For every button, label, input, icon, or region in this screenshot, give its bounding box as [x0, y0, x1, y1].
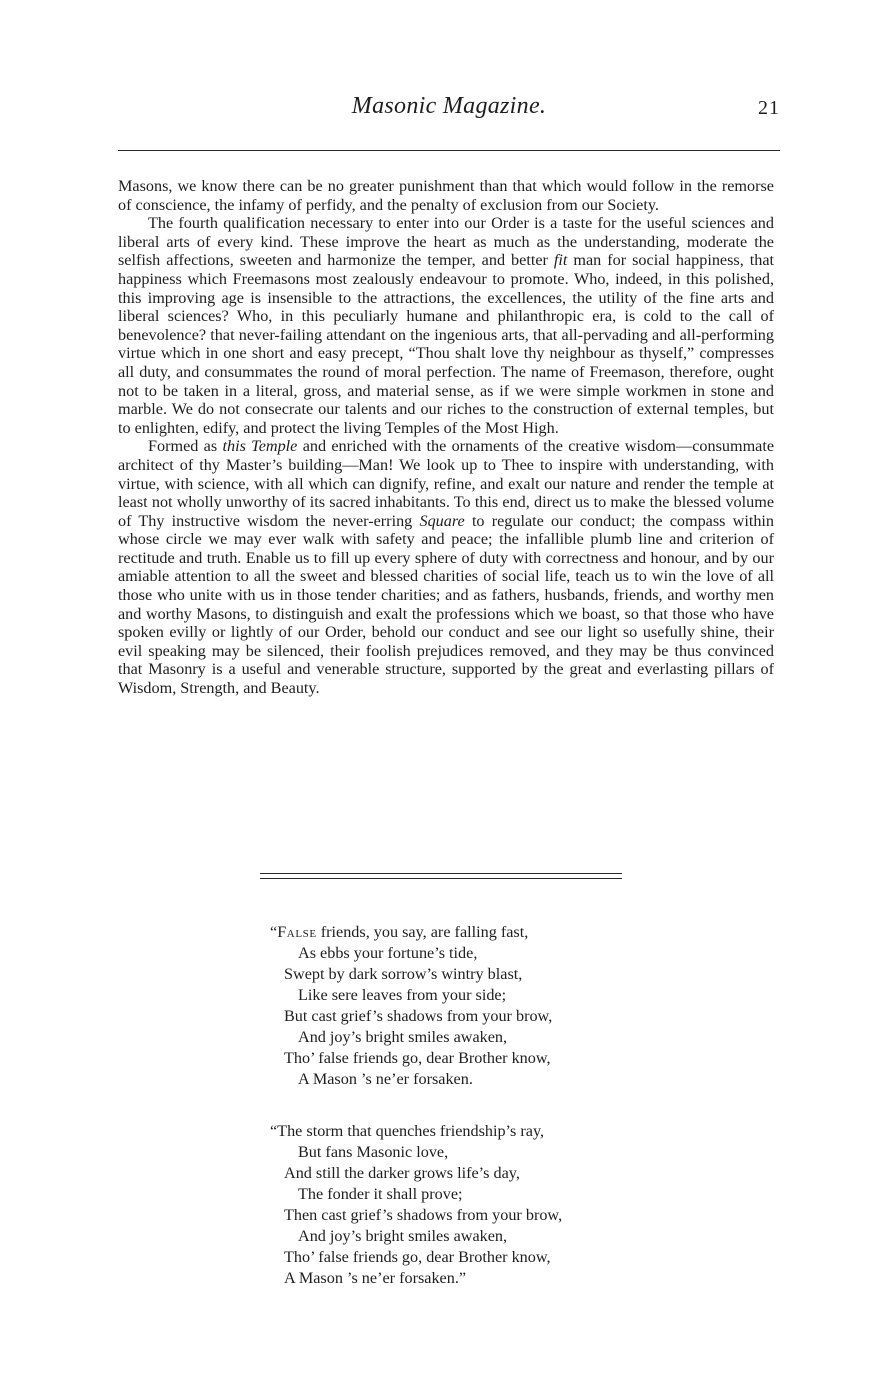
poem-line: The fonder it shall prove; — [298, 1185, 463, 1203]
paragraph-1: Masons, we know there can be no greater punishment than that which would follow in the remorse of conscience, the infamy of perfidy, and the penalty of exclusion from our Society. — [118, 177, 774, 214]
poem-stanza-2 — [270, 1121, 670, 1289]
paragraph-2 — [118, 214, 774, 437]
poem-line: And joy’s bright smiles awaken, — [298, 1028, 508, 1046]
paragraph-3-italic-temple: this Temple — [222, 437, 298, 456]
poem-line: Then cast grief’s shadows from your brow, — [284, 1206, 563, 1224]
paragraph-2-rest: man for social happiness, that happiness which Freemasons most zealously endeavour to promote. Who, indeed, in this polished, this improving age is insensible to the attractions, the excellences, the utility of the fine arts and liberal sciences? Who, in this peculiarly humane and philanthropic era, is cold to the call of benevolence? that never-failing attendant on the ingenious arts, that all-pervading and all-performing virtue which in one short and easy precept, “Thou shalt love thy neighbour as thyself,” compresses all duty, and consummates the round of moral perfection. The name of Freemason, therefore, ought not to be taken in a literal, gross, and material sense, as if we were simple workmen in stone and marble. We do not consecrate our talents and our riches to the construction of external temples, but to enlighten, edify, and protect the living Temples of the Most High. — [118, 251, 775, 437]
poem-first-word: False — [277, 923, 317, 941]
page-number: 21 — [758, 97, 780, 119]
paragraph-2-text: The fourth qualification necessary to enter into our Order is a taste for the useful sciences and liberal arts of every kind. These improve the heart as much as the understanding, moderate the selfish affections, sweeten and harmonize the temper, and better — [118, 214, 774, 270]
poem-stanza-1 — [270, 922, 670, 1090]
poem-line: And joy’s bright smiles awaken, — [298, 1227, 508, 1245]
poem-line: And still the darker grows life’s day, — [284, 1164, 520, 1182]
paragraph-2-italic: fit — [553, 251, 568, 270]
poem-line: Tho’ false friends go, dear Brother know, — [284, 1248, 551, 1266]
poem-line: Like sere leaves from your side; — [298, 986, 507, 1004]
page-header — [118, 93, 780, 133]
header-rule — [118, 150, 780, 151]
poem-line: But cast grief’s shadows from your brow, — [284, 1007, 553, 1025]
paragraph-3-text-a: Formed as — [148, 437, 218, 456]
poem-line: A Mason ’s ne’er forsaken.” — [284, 1269, 467, 1287]
paragraph-3 — [118, 437, 774, 697]
running-title: Masonic Magazine. — [351, 93, 547, 119]
poem-line: Swept by dark sorrow’s wintry blast, — [284, 965, 523, 983]
paragraph-3-italic-square: Square — [419, 511, 465, 530]
paragraph-3-text-b: and enriched with the ornaments of the creative wisdom—consummate architect of thy Master’s building—Man! We look up to Thee to inspire with understanding, with virtue, with science, with all which can dignify, refine, and exalt our nature and render the temple at least not wholly unworthy of its sacred inhabitants. To this end, direct us to make the blessed volume of Thy instructive wisdom the never-erring — [118, 437, 775, 530]
poem-line: As ebbs your fortune’s tide, — [298, 944, 478, 962]
poem-line: “False friends, you say, are falling fast, — [270, 923, 529, 941]
article-body — [118, 177, 774, 698]
poem-line: Tho’ false friends go, dear Brother know, — [284, 1049, 551, 1067]
section-divider — [260, 873, 622, 879]
paragraph-3-text-c: to regulate our conduct; the compass within whose circle we may ever walk with safety and peace; the infallible plumb line and criterion of rectitude and truth. Enable us to fill up every sphere of duty with correctness and honour, and by our amiable attention to all the sweet and blessed charities of social life, teach us to win the love of all those who unite with us in those tender charities; and as fathers, husbands, friends, and worthy men and worthy Masons, to distinguish and exalt the professions which we boast, so that those who have spoken evilly or lightly of our Order, behold our conduct and see our light so usefully shine, their evil speaking may be silenced, their foolish prejudices removed, and they may be thus convinced that Masonry is a useful and venerable structure, supported by the great and everlasting pillars of Wisdom, Strength, and Beauty. — [118, 511, 775, 698]
poem-line: But fans Masonic love, — [298, 1143, 449, 1161]
poem-line: A Mason ’s ne’er forsaken. — [298, 1070, 473, 1088]
poem-line: “The storm that quenches friendship’s ray, — [270, 1122, 545, 1140]
